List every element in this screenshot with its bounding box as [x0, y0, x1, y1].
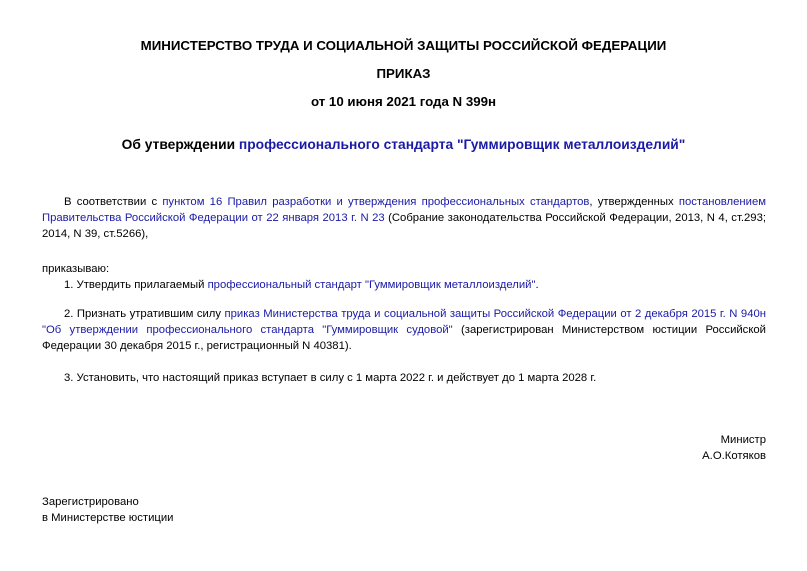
signature-block [702, 432, 766, 464]
repealed-order-link[interactable]: приказ Министерства труда и социальной защиты Российской Федерации от 2 декабря 2015 г. N 940н "Об утверждении профессионального стандарта "Гуммировщик судовой" [42, 308, 767, 336]
item2-text-2: (зарегистрирован Министерством юстиции Российской Федерации 30 декабря 2015 г., регистрационный N 40381). [42, 324, 766, 352]
item2-text-1: 2. Признать утратившим силу [64, 308, 225, 320]
order-item-1 [42, 277, 766, 293]
order-item-3: 3. Установить, что настоящий приказ вступает в силу с 1 марта 2022 г. и действует до 1 марта 2028 г. [64, 372, 597, 384]
item1-text-2: . [535, 279, 539, 291]
signer-name: А.О.Котяков [702, 450, 766, 462]
order-date: от 10 июня 2021 года N 399н [310, 94, 497, 109]
basis-paragraph [42, 194, 766, 242]
basis-text-3: (Собрание законодательства Российской Федерации, 2013, N 4, ст.293; 2014, N 39, ст.5266), [42, 212, 767, 240]
order-item-2 [42, 306, 766, 354]
ministry-name: МИНИСТЕРСТВО ТРУДА И СОЦИАЛЬНОЙ ЗАЩИТЫ РОССИЙСКОЙ ФЕДЕРАЦИИ [140, 38, 667, 53]
subject-prefix: Об утверждении [121, 137, 239, 152]
standard-link[interactable]: профессиональный стандарт "Гуммировщик металлоизделий" [207, 279, 536, 291]
decide-word: приказываю: [42, 263, 110, 275]
registration-line-1: Зарегистрировано [42, 496, 139, 508]
registration-line-2: в Министерстве юстиции [42, 512, 174, 524]
subject-standard-link[interactable]: профессионального стандарта "Гуммировщик металлоизделий" [238, 137, 686, 152]
order-subject [0, 137, 807, 153]
rules-link[interactable]: пунктом 16 Правил разработки и утверждения профессиональных стандартов [162, 196, 590, 208]
item1-text-1: 1. Утвердить прилагаемый [64, 279, 208, 291]
signer-position: Министр [720, 434, 766, 446]
document-type: ПРИКАЗ [376, 66, 431, 81]
basis-text-1: В соответствии с [64, 196, 163, 208]
government-decree-link[interactable]: постановлением Правительства Российской Федерации от 22 января 2013 г. N 23 [42, 196, 766, 224]
registration-block [42, 494, 174, 526]
basis-text-2: , утвержденных [589, 196, 679, 208]
